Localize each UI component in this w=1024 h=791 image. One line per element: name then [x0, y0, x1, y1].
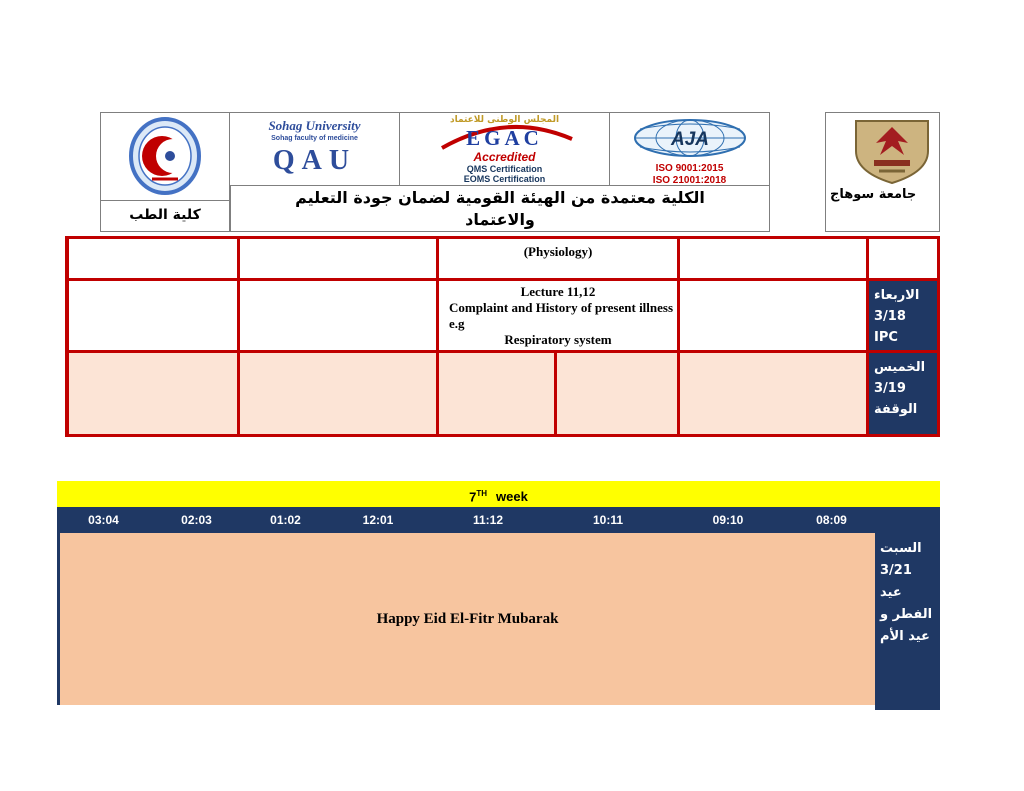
egac-logo [400, 112, 610, 185]
holiday-message-cell [57, 533, 875, 705]
qau-acronym: QAU [272, 145, 357, 176]
day-cell-wednesday [869, 281, 937, 350]
aja-acronym: AJA [670, 129, 709, 150]
aja-logo [610, 112, 770, 185]
college-logo-cell [100, 112, 230, 232]
subject-cell: (Physiology) [439, 239, 677, 278]
day-cell-saturday [875, 533, 940, 710]
week-ordinal: TH [476, 489, 488, 498]
empty-cell [680, 281, 866, 350]
empty-cell [557, 353, 677, 434]
sohag-university-crest-icon [848, 118, 936, 186]
sidebar-empty-cell [869, 239, 937, 278]
empty-cell [69, 239, 237, 278]
time-slot: 11:12 [472, 513, 504, 527]
time-slot: 03:04 [88, 513, 119, 527]
lecture-title: Lecture 11,12 [520, 284, 596, 299]
week-table [57, 481, 940, 710]
empty-cell [69, 281, 237, 350]
college-of-medicine-crest-icon [128, 117, 202, 195]
time-slot: 02:03 [181, 513, 212, 527]
day-name: السبت [880, 541, 922, 556]
egac-cert-line [400, 184, 609, 185]
time-slot-row [57, 507, 940, 533]
qau-logo [230, 112, 400, 185]
day-tag: IPC [874, 330, 898, 345]
accreditation-line-1: الكلية معتمدة من الهيئة القومية لضمان جودة التعليم [295, 188, 705, 207]
time-slot: 10:11 [592, 513, 624, 527]
empty-cell [240, 239, 436, 278]
day-note: عيد [880, 585, 902, 600]
day-tag: الوقفة [874, 402, 918, 417]
week-word: week [496, 489, 528, 505]
time-slot: 09:10 [712, 513, 744, 527]
lecture-detail: Respiratory system [504, 332, 612, 347]
egac-cert-line: QMS Certification [466, 164, 543, 174]
qau-university-text: Sohag University [268, 118, 361, 133]
qau-faculty-text: Sohag faculty of medicine [271, 135, 358, 142]
time-slot: 12:01 [362, 513, 394, 527]
day-note: عيد الأم [880, 629, 930, 644]
time-slot: 01:02 [270, 513, 301, 527]
day-name: الاربعاء [874, 288, 920, 303]
schedule-table [65, 236, 940, 437]
day-name: الخميس [874, 360, 926, 375]
day-date: 3/18 [874, 309, 906, 324]
week-number: 7 [469, 489, 477, 505]
egac-arabic-text: المجلس الوطنى للاعتماد [449, 115, 560, 125]
day-date: 3/21 [880, 563, 912, 578]
aja-iso-line: ISO 21001:2018 [652, 175, 727, 185]
day-cell-thursday [869, 353, 937, 434]
empty-cell [240, 353, 436, 434]
day-date: 3/19 [874, 381, 906, 396]
accreditation-line-2: والاعتماد [465, 210, 535, 229]
banner-middle [230, 112, 770, 232]
empty-cell [240, 281, 436, 350]
empty-cell [69, 353, 237, 434]
header-banner [100, 112, 940, 232]
college-label: كلية الطب [101, 200, 229, 231]
lecture-cell [439, 281, 677, 350]
aja-globe-icon [631, 118, 749, 158]
empty-cell [680, 353, 866, 434]
accreditation-statement [230, 185, 770, 232]
time-row-spacer [875, 507, 940, 533]
egac-accredited-text: Accredited [473, 150, 536, 164]
university-label: جامعة سوهاج [830, 187, 917, 202]
aja-iso-line: ISO 9001:2015 [655, 163, 724, 174]
holiday-message: Happy Eid El-Fitr Mubarak [376, 610, 559, 627]
empty-cell [439, 353, 554, 434]
egac-acronym: EGAC [466, 126, 543, 150]
empty-cell [680, 239, 866, 278]
lecture-topic: Complaint and History of present illness e.g [449, 300, 674, 331]
egac-cert-line: EOMS Certification [463, 174, 546, 184]
university-logo-cell [825, 112, 940, 232]
week-header [57, 481, 940, 507]
time-slot: 08:09 [816, 513, 847, 527]
day-note: الفطر و [880, 607, 933, 622]
